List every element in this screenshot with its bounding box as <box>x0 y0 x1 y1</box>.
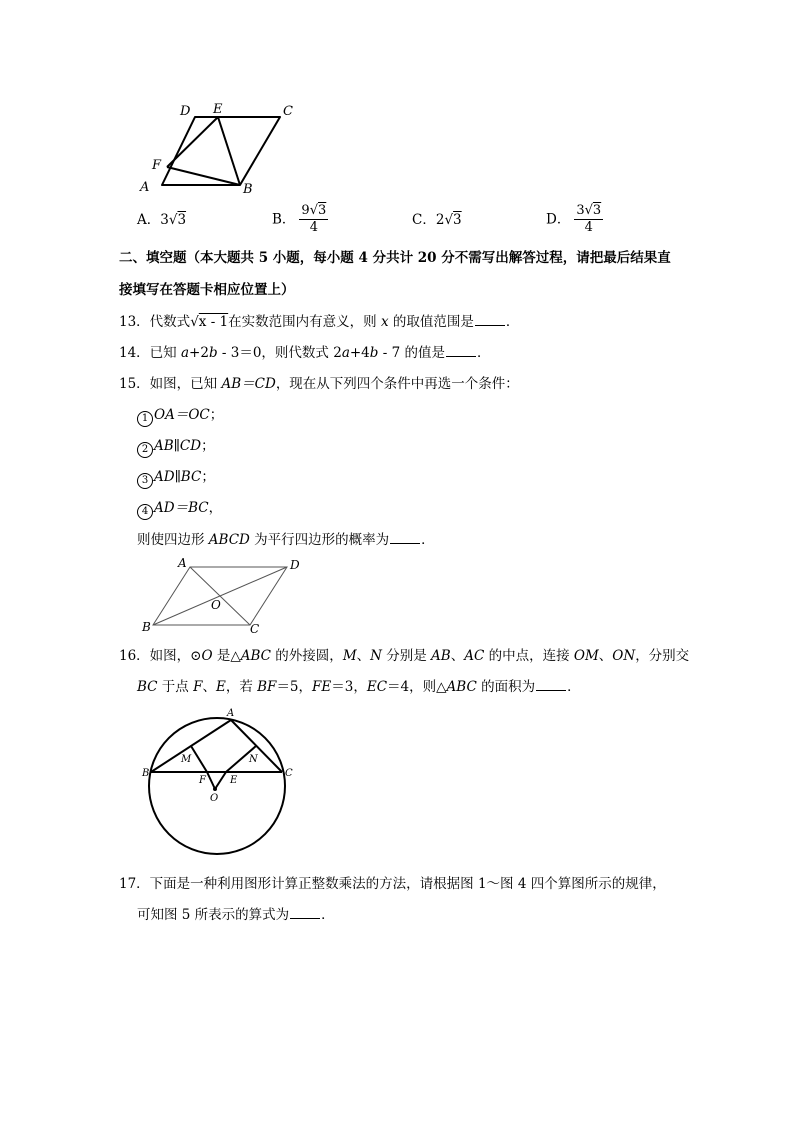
label-d: D <box>180 104 191 119</box>
label-e: E <box>230 775 238 786</box>
label-n: N <box>249 754 258 765</box>
sqrt-symbol: √ <box>190 314 199 330</box>
question-14: 14．已知 a+2b - 3＝0，则代数式 2a+4b - 7 的值是 ． <box>119 345 491 361</box>
label-c: C <box>250 622 260 636</box>
label-a: A <box>178 556 187 570</box>
label-f: F <box>152 158 162 173</box>
question-17-line1: 17．下面是一种利用图形计算正整数乘法的方法，请根据图 1～图 4 四个算图所示的规律， <box>119 876 666 892</box>
label-o: O <box>211 598 221 612</box>
label-b: B <box>142 768 150 779</box>
condition-1: 1 OA＝OC； <box>137 406 223 427</box>
label-f: F <box>199 775 206 786</box>
option-b-fraction: $\frac{9√3}{4}$ <box>301 203 327 235</box>
answer-blank-17[interactable] <box>290 906 320 919</box>
question-15: 15．如图，已知 AB＝CD，现在从下列四个条件中再选一个条件： <box>119 376 519 392</box>
option-b-label: B． <box>272 211 296 228</box>
option-a: A．3√3 <box>137 212 187 228</box>
option-c: C．2√3 <box>412 212 462 228</box>
label-m: M <box>181 754 192 765</box>
label-a: A <box>140 180 150 195</box>
label-o: O <box>210 793 219 804</box>
question-16-line1: 16．如图，⊙O 是△ABC 的外接圆，M、N 分别是 AB、AC 的中点，连接 OM、ON，分别交 <box>119 648 690 664</box>
center-point <box>213 787 217 791</box>
section-heading-line1: 二、填空题（本大题共 5 小题，每小题 4 分共计 20 分不需写出解答过程，请把最后结果直 <box>119 250 671 266</box>
option-c-label: C． <box>412 212 436 228</box>
section-heading-line2: 接填写在答题卡相应位置上） <box>119 282 295 298</box>
question-15-final: 则使四边形 ABCD 为平行四边形的概率为 ． <box>137 532 435 548</box>
label-b: B <box>243 182 253 197</box>
label-c: C <box>283 104 293 119</box>
label-c: C <box>285 768 293 779</box>
option-a-label: A． <box>137 212 161 228</box>
condition-3: 3 AD∥BC； <box>137 468 215 489</box>
radicand: x - 1 <box>198 314 229 330</box>
option-d-fraction: $\frac{3√3}{4}$ <box>576 203 602 235</box>
label-e: E <box>213 102 223 117</box>
label-d: D <box>290 558 300 572</box>
option-d-label: D． <box>546 211 571 228</box>
label-b: B <box>142 620 151 634</box>
condition-4: 4 AD＝BC， <box>137 499 222 520</box>
question-16-line2: BC 于点 F、E，若 BF＝5，FE＝3，EC＝4，则△ABC 的面积为 ． <box>137 679 581 695</box>
question-17-line2: 可知图 5 所表示的算式为 ． <box>137 907 335 923</box>
condition-2: 2 AB∥CD； <box>137 437 215 458</box>
label-a: A <box>227 708 235 719</box>
question-13: 13．代数式√x - 1在实数范围内有意义，则 x 的取值范围是 ． <box>119 314 520 330</box>
